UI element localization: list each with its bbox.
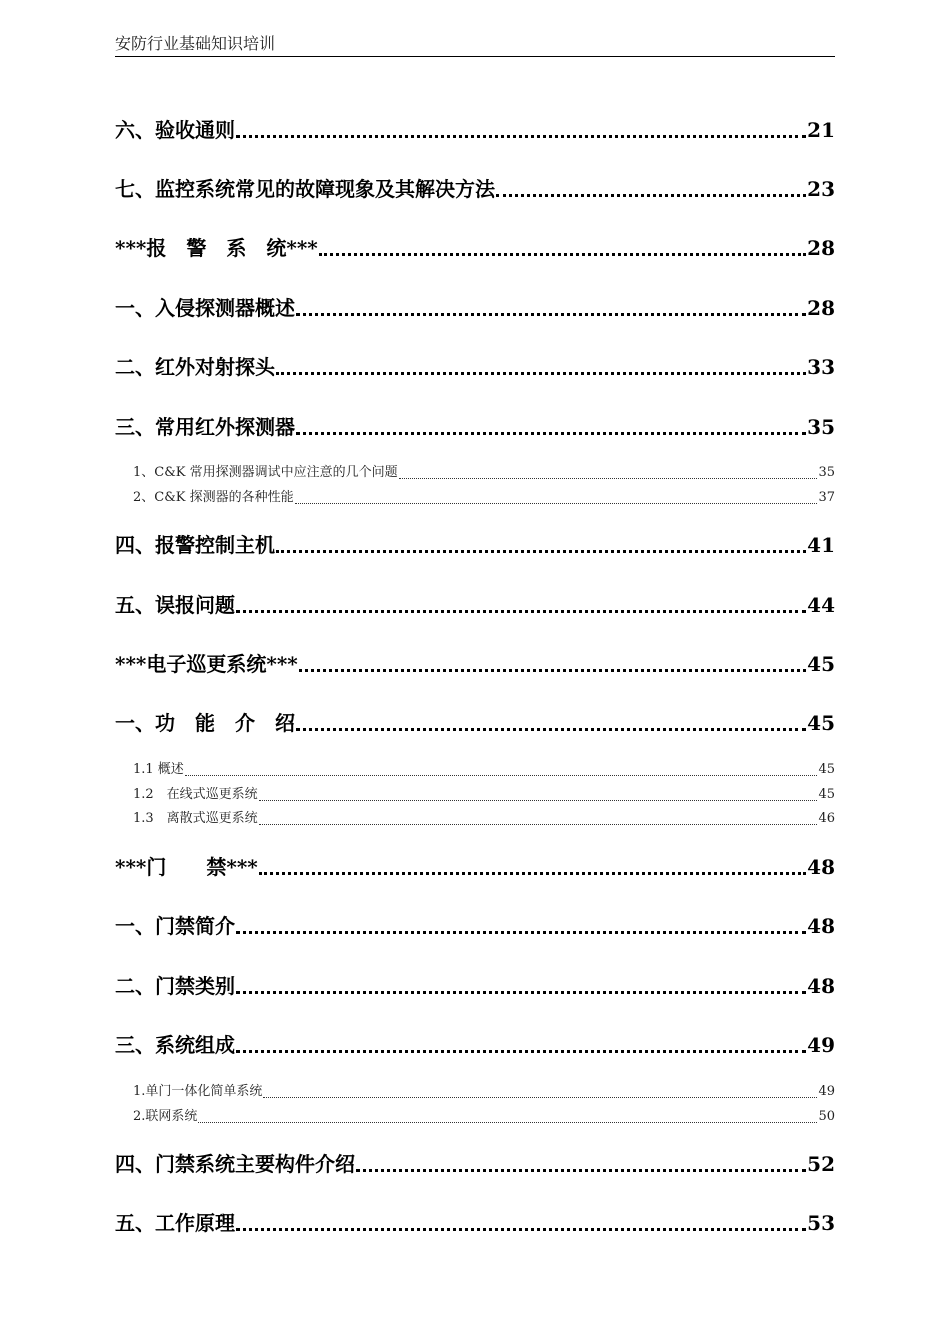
toc-entry[interactable] xyxy=(115,293,835,323)
toc-entry-page: 45 xyxy=(818,762,835,777)
toc-leader-dots xyxy=(296,728,806,731)
toc-entry-page: 49 xyxy=(818,1084,835,1099)
toc-entry[interactable] xyxy=(115,852,835,882)
toc-leader-dots xyxy=(296,432,806,435)
toc-leader-dots xyxy=(236,931,806,934)
toc-entry-page: 45 xyxy=(818,787,835,802)
toc-entry-title: 1.2 在线式巡更系统 xyxy=(133,787,258,802)
toc-leader-dots xyxy=(399,478,818,479)
toc-entry-page: 23 xyxy=(807,177,835,201)
toc-entry-page: 41 xyxy=(807,533,835,557)
toc-entry-page: 28 xyxy=(807,236,835,260)
toc-entry-title: ***门 禁*** xyxy=(115,855,258,879)
toc-entry[interactable] xyxy=(115,590,835,620)
toc-entry-page: 35 xyxy=(818,465,835,480)
toc-leader-dots xyxy=(259,800,818,801)
toc-entry[interactable] xyxy=(115,412,835,442)
toc-entry-title: 2.联网系统 xyxy=(133,1109,198,1124)
toc-subentry[interactable] xyxy=(133,488,835,508)
toc-entry[interactable] xyxy=(115,649,835,679)
toc-subentry[interactable] xyxy=(133,785,835,805)
toc-entry-page: 50 xyxy=(818,1109,835,1124)
toc-entry-page: 48 xyxy=(807,914,835,938)
toc-entry-title: 一、门禁简介 xyxy=(115,914,235,938)
toc-entry-title: 五、误报问题 xyxy=(115,593,235,617)
toc-leader-dots xyxy=(319,253,806,256)
toc-leader-dots xyxy=(295,503,818,504)
toc-leader-dots xyxy=(276,550,806,553)
toc-entry[interactable] xyxy=(115,233,835,263)
toc-leader-dots xyxy=(259,872,806,875)
toc-leader-dots xyxy=(236,135,806,138)
toc-entry-title: 1.3 离散式巡更系统 xyxy=(133,811,258,826)
toc-entry-page: 21 xyxy=(807,118,835,142)
toc-entry[interactable] xyxy=(115,530,835,560)
toc-subentry[interactable] xyxy=(133,1107,835,1127)
toc-subentry[interactable] xyxy=(133,1082,835,1102)
toc-leader-dots xyxy=(299,669,806,672)
toc-subentry[interactable] xyxy=(133,809,835,829)
toc-leader-dots xyxy=(296,313,806,316)
toc-entry-page: 35 xyxy=(807,415,835,439)
toc-entry-page: 33 xyxy=(807,355,835,379)
toc-entry[interactable] xyxy=(115,708,835,738)
toc-entry-title: 1、C&K 常用探测器调试中应注意的几个问题 xyxy=(133,465,398,480)
toc-entry-title: 三、系统组成 xyxy=(115,1033,235,1057)
toc-entry-title: 一、入侵探测器概述 xyxy=(115,296,295,320)
toc-entry-page: 48 xyxy=(807,855,835,879)
toc-leader-dots xyxy=(236,1228,806,1231)
header-title: 安防行业基础知识培训 xyxy=(115,34,276,53)
toc-entry-title: 五、工作原理 xyxy=(115,1211,235,1235)
toc-entry-page: 46 xyxy=(818,811,835,826)
toc-entry-page: 37 xyxy=(818,490,835,505)
toc-entry-title: 四、门禁系统主要构件介绍 xyxy=(115,1152,355,1176)
toc-entry-title: 七、监控系统常见的故障现象及其解决方法 xyxy=(115,177,495,201)
toc-entry-title: 三、常用红外探测器 xyxy=(115,415,295,439)
toc-entry[interactable] xyxy=(115,352,835,382)
toc-leader-dots xyxy=(263,1097,817,1098)
toc-entry[interactable] xyxy=(115,115,835,145)
toc-entry-title: 2、C&K 探测器的各种性能 xyxy=(133,490,294,505)
toc-subentry[interactable] xyxy=(133,760,835,780)
toc-leader-dots xyxy=(259,824,818,825)
toc-entry-page: 45 xyxy=(807,652,835,676)
toc-leader-dots xyxy=(185,775,818,776)
toc-entry-title: 四、报警控制主机 xyxy=(115,533,275,557)
toc-entry-page: 49 xyxy=(807,1033,835,1057)
toc-entry-page: 28 xyxy=(807,296,835,320)
toc-entry-page: 44 xyxy=(807,593,835,617)
toc-entry[interactable] xyxy=(115,1030,835,1060)
toc-entry[interactable] xyxy=(115,1149,835,1179)
toc-entry-page: 53 xyxy=(807,1211,835,1235)
toc-entry-title: 一、功 能 介 绍 xyxy=(115,711,295,735)
toc-entry-title: 1.1 概述 xyxy=(133,762,184,777)
toc-leader-dots xyxy=(198,1122,817,1123)
toc-entry[interactable] xyxy=(115,1208,835,1238)
table-of-contents xyxy=(115,0,835,1344)
toc-entry-page: 45 xyxy=(807,711,835,735)
toc-entry-title: 二、红外对射探头 xyxy=(115,355,275,379)
toc-entry[interactable] xyxy=(115,971,835,1001)
toc-leader-dots xyxy=(236,610,806,613)
toc-entry-title: 1.单门一体化简单系统 xyxy=(133,1084,263,1099)
toc-subentry[interactable] xyxy=(133,463,835,483)
toc-entry-title: ***电子巡更系统*** xyxy=(115,652,298,676)
toc-leader-dots xyxy=(356,1169,806,1172)
toc-leader-dots xyxy=(496,194,806,197)
toc-entry-title: 二、门禁类别 xyxy=(115,974,235,998)
toc-entry-page: 52 xyxy=(807,1152,835,1176)
toc-entry-page: 48 xyxy=(807,974,835,998)
toc-entry[interactable] xyxy=(115,911,835,941)
toc-leader-dots xyxy=(276,372,806,375)
toc-leader-dots xyxy=(236,1050,806,1053)
toc-entry-title: 六、验收通则 xyxy=(115,118,235,142)
toc-entry[interactable] xyxy=(115,174,835,204)
toc-leader-dots xyxy=(236,991,806,994)
toc-entry-title: ***报 警 系 统*** xyxy=(115,236,318,260)
